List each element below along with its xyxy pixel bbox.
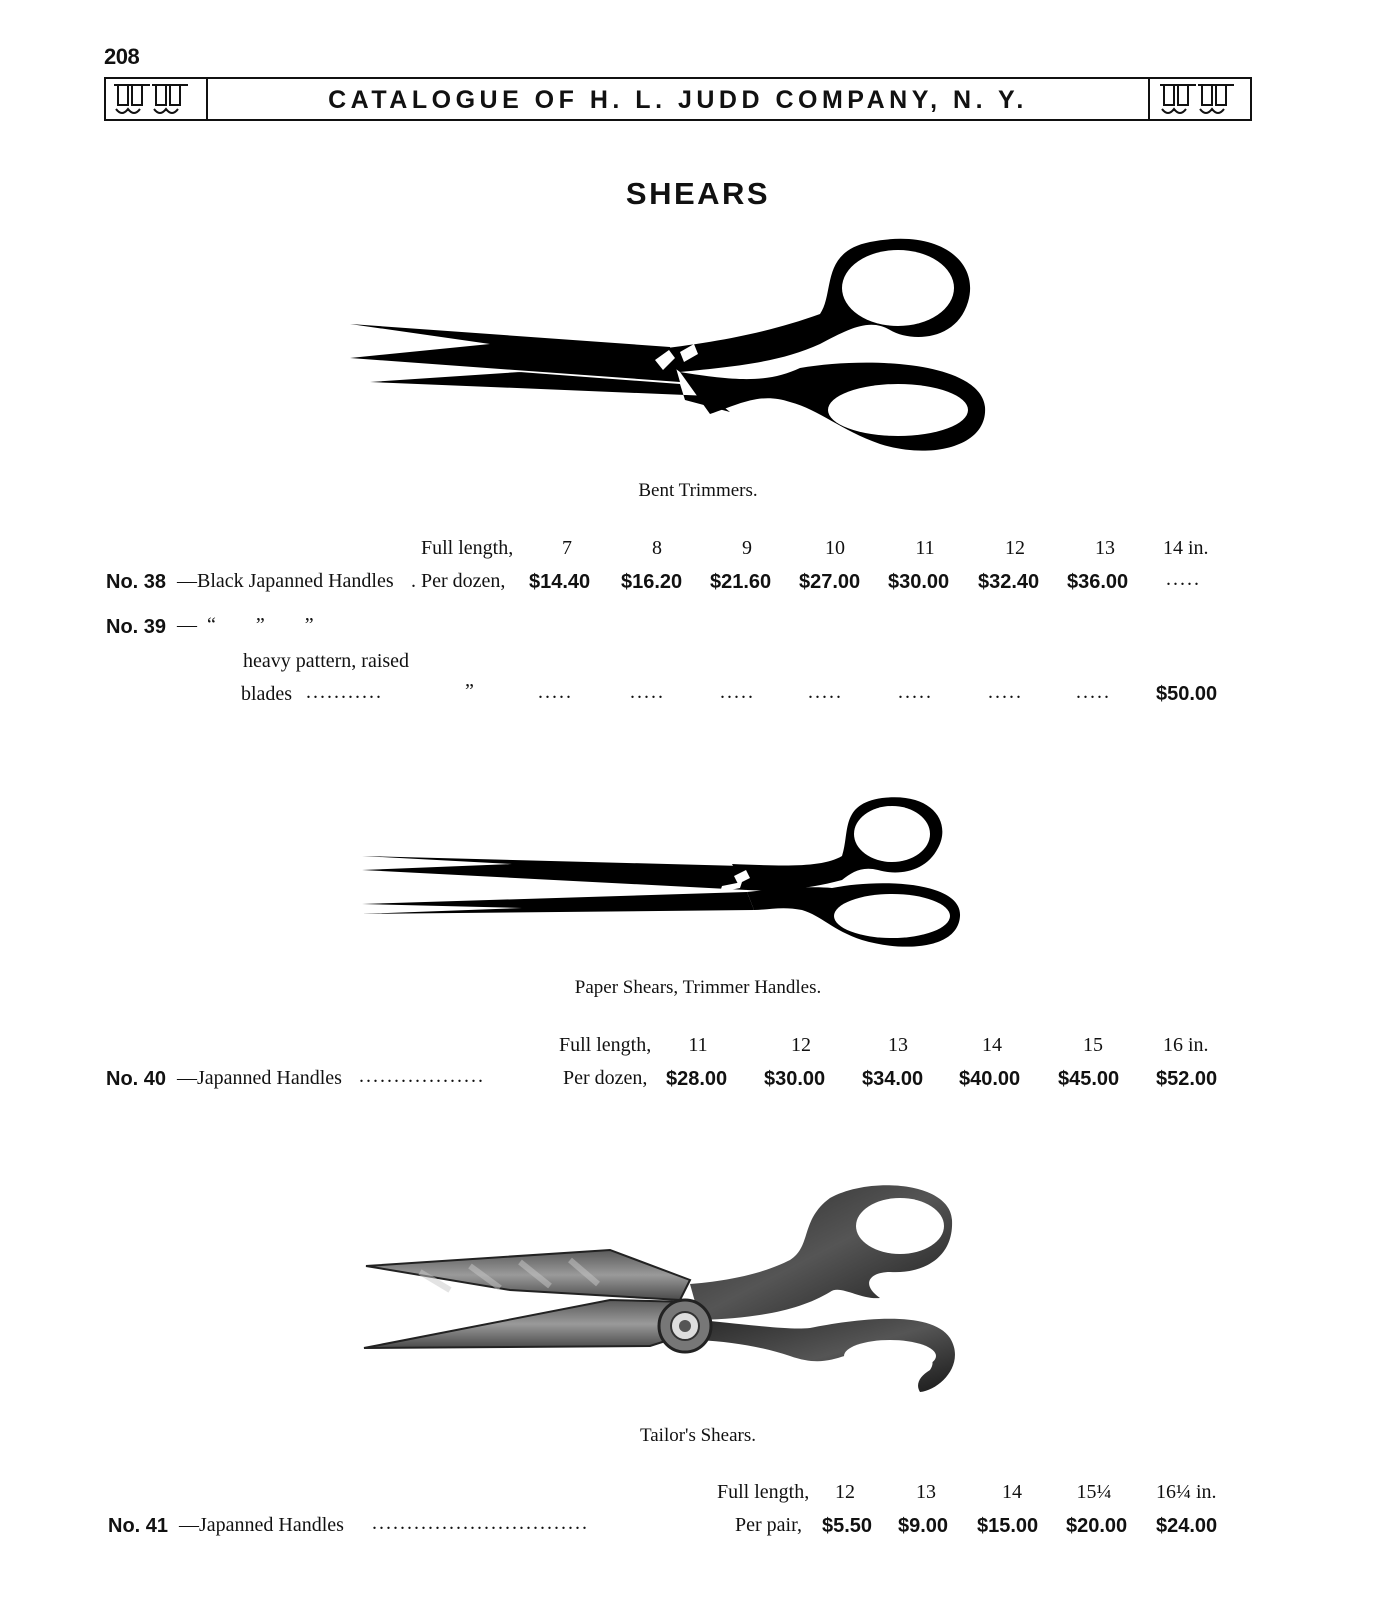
size-cell: 12 bbox=[835, 1481, 855, 1503]
leader-dots: ..... bbox=[808, 681, 843, 703]
size-cell: 9 bbox=[742, 537, 752, 559]
price-cell: $16.20 bbox=[621, 571, 683, 593]
full-length-label: Full length, bbox=[421, 537, 514, 559]
catalogue-header bbox=[104, 77, 1252, 121]
leader-dots: .................. bbox=[359, 1065, 485, 1087]
per-pair-label: Per pair, bbox=[735, 1514, 802, 1536]
size-cell: 11 bbox=[915, 537, 935, 559]
size-cell: 13 bbox=[1095, 537, 1115, 559]
bent-trimmers-image bbox=[350, 232, 1000, 462]
bent-trimmers-caption: Bent Trimmers. bbox=[638, 480, 758, 501]
item-description: —Black Japanned Handles bbox=[177, 570, 394, 592]
size-cell: 15 bbox=[1083, 1034, 1103, 1056]
price-cell: $50.00 bbox=[1156, 683, 1218, 705]
size-cell: 14 in. bbox=[1163, 537, 1209, 559]
leader-dots: ..... bbox=[630, 681, 665, 703]
size-cell: 16¼ in. bbox=[1156, 1481, 1217, 1503]
price-cell: $27.00 bbox=[799, 571, 861, 593]
ditto-mark: ” bbox=[465, 680, 474, 702]
leader-dots: ........... bbox=[306, 681, 383, 703]
leader-dots: ..... bbox=[720, 681, 755, 703]
price-cell: $28.00 bbox=[666, 1068, 728, 1090]
price-cell: $20.00 bbox=[1066, 1515, 1128, 1537]
price-cell: $15.00 bbox=[977, 1515, 1039, 1537]
section-title: SHEARS bbox=[625, 176, 771, 211]
item-number: No. 38 bbox=[106, 571, 167, 593]
size-cell: 12 bbox=[791, 1034, 811, 1056]
page-number: 208 bbox=[104, 44, 140, 69]
leader-dots: ..... bbox=[898, 681, 933, 703]
full-length-label: Full length, bbox=[559, 1034, 652, 1056]
size-cell: 13 bbox=[888, 1034, 908, 1056]
price-cell: $30.00 bbox=[764, 1068, 826, 1090]
price-cell: $24.00 bbox=[1156, 1515, 1218, 1537]
tailors-shears-image bbox=[360, 1180, 972, 1410]
size-cell: 14 bbox=[982, 1034, 1002, 1056]
price-cell: $21.60 bbox=[710, 571, 772, 593]
leader-dots: ..... bbox=[538, 681, 573, 703]
price-cell: $36.00 bbox=[1067, 571, 1129, 593]
size-cell: 13 bbox=[916, 1481, 936, 1503]
paper-shears-caption: Paper Shears, Trimmer Handles. bbox=[574, 977, 822, 998]
per-dozen-label: Per dozen, bbox=[563, 1067, 648, 1089]
size-cell: 10 bbox=[825, 537, 845, 559]
size-cell: 11 bbox=[688, 1034, 708, 1056]
price-cell: $34.00 bbox=[862, 1068, 924, 1090]
item-description: heavy pattern, raised bbox=[243, 650, 410, 672]
per-dozen-label: . Per dozen, bbox=[411, 570, 506, 592]
price-cell: $5.50 bbox=[822, 1515, 873, 1537]
size-cell: 14 bbox=[1002, 1481, 1022, 1503]
price-cell: $52.00 bbox=[1156, 1068, 1218, 1090]
tailors-shears-caption: Tailor's Shears. bbox=[639, 1425, 757, 1446]
leader-dots: ..... bbox=[988, 681, 1023, 703]
size-cell: 15¼ bbox=[1076, 1481, 1112, 1503]
size-cell: 12 bbox=[1005, 537, 1025, 559]
price-cell: $30.00 bbox=[888, 571, 950, 593]
item-number: No. 39 bbox=[106, 616, 167, 638]
price-cell: $9.00 bbox=[898, 1515, 949, 1537]
item-number: No. 40 bbox=[106, 1068, 167, 1090]
item-number: No. 41 bbox=[108, 1515, 169, 1537]
price-cell: ..... bbox=[1166, 568, 1201, 590]
price-cell: $32.40 bbox=[978, 571, 1040, 593]
paper-shears-image bbox=[362, 792, 972, 962]
item-description: —Japanned Handles bbox=[179, 1514, 344, 1536]
price-cell: $14.40 bbox=[529, 571, 591, 593]
leader-dots: ............................... bbox=[372, 1512, 589, 1534]
header-title: CATALOGUE OF H. L. JUDD COMPANY, N. Y. bbox=[328, 86, 1028, 114]
size-cell: 16 in. bbox=[1163, 1034, 1209, 1056]
item-description: — “ ” ” bbox=[177, 614, 314, 636]
item-description: —Japanned Handles bbox=[177, 1067, 342, 1089]
price-cell: $40.00 bbox=[959, 1068, 1021, 1090]
size-cell: 8 bbox=[652, 537, 662, 559]
ornament-right-icon bbox=[1148, 79, 1250, 119]
price-cell: $45.00 bbox=[1058, 1068, 1120, 1090]
item-description: blades bbox=[241, 683, 293, 705]
full-length-label: Full length, bbox=[717, 1481, 810, 1503]
leader-dots: ..... bbox=[1076, 681, 1111, 703]
size-cell: 7 bbox=[562, 537, 572, 559]
